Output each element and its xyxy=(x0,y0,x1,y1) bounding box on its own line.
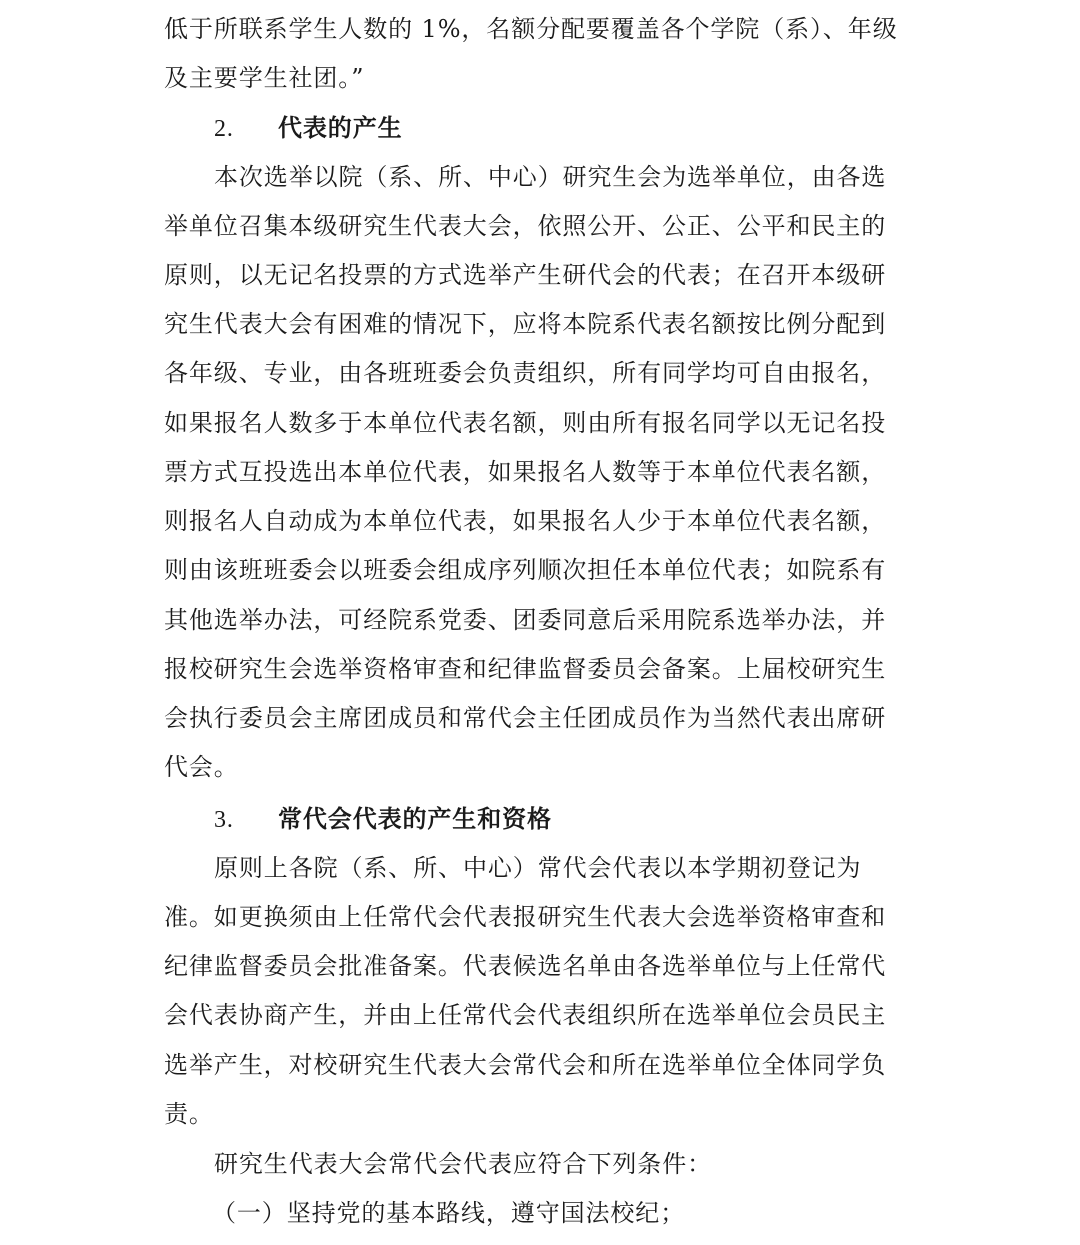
section-2-line-2: 举单位召集本级研究生代表大会，依照公开、公正、公平和民主的 xyxy=(164,212,887,240)
section-2-heading xyxy=(214,113,403,144)
section-2-line-12: 会执行委员会主席团成员和常代会主任团成员作为当然代表出席研 xyxy=(164,704,887,732)
section-3-line-1: 原则上各院（系、所、中心）常代会代表以本学期初登记为 xyxy=(214,854,862,882)
conditions-intro: 研究生代表大会常代会代表应符合下列条件： xyxy=(214,1150,712,1178)
section-2-line-5: 各年级、专业，由各班班委会负责组织，所有同学均可自由报名， xyxy=(164,359,887,387)
section-2-line-3: 原则，以无记名投票的方式选举产生研代会的代表；在召开本级研 xyxy=(164,261,887,289)
section-2-line-9: 则由该班班委会以班委会组成序列顺次担任本单位代表；如院系有 xyxy=(164,556,887,584)
section-3-line-4: 会代表协商产生，并由上任常代会代表组织所在选举单位会员民主 xyxy=(164,1001,887,1029)
section-2-title: 代表的产生 xyxy=(278,114,403,142)
intro-line-2: 及主要学生社团。” xyxy=(164,64,365,92)
intro-line-1: 低于所联系学生人数的 1%，名额分配要覆盖各个学院（系）、年级 xyxy=(164,15,898,43)
condition-item-1: （一）坚持党的基本路线，遵守国法校纪； xyxy=(212,1199,686,1227)
section-2-line-8: 则报名人自动成为本单位代表，如果报名人少于本单位代表名额， xyxy=(164,507,887,535)
section-3-number: 3. xyxy=(214,807,234,833)
section-2-line-7: 票方式互投选出本单位代表，如果报名人数等于本单位代表名额， xyxy=(164,458,887,486)
section-2-line-10: 其他选举办法，可经院系党委、团委同意后采用院系选举办法，并 xyxy=(164,606,887,634)
section-2-line-13: 代会。 xyxy=(164,753,239,781)
section-3-line-2: 准。如更换须由上任常代会代表报研究生代表大会选举资格审查和 xyxy=(164,903,887,931)
section-2-line-6: 如果报名人数多于本单位代表名额，则由所有报名同学以无记名投 xyxy=(164,409,887,437)
section-2-line-11: 报校研究生会选举资格审查和纪律监督委员会备案。上届校研究生 xyxy=(164,655,887,683)
section-3-heading xyxy=(214,804,552,835)
section-2-line-1: 本次选举以院（系、所、中心）研究生会为选举单位，由各选 xyxy=(214,163,887,191)
section-2-number: 2. xyxy=(214,116,234,142)
section-3-title: 常代会代表的产生和资格 xyxy=(278,805,552,833)
section-3-line-6: 责。 xyxy=(164,1100,214,1128)
section-3-line-5: 选举产生，对校研究生代表大会常代会和所在选举单位全体同学负 xyxy=(164,1051,887,1079)
section-3-line-3: 纪律监督委员会批准备案。代表候选名单由各选举单位与上任常代 xyxy=(164,952,887,980)
section-2-line-4: 究生代表大会有困难的情况下，应将本院系代表名额按比例分配到 xyxy=(164,310,887,338)
